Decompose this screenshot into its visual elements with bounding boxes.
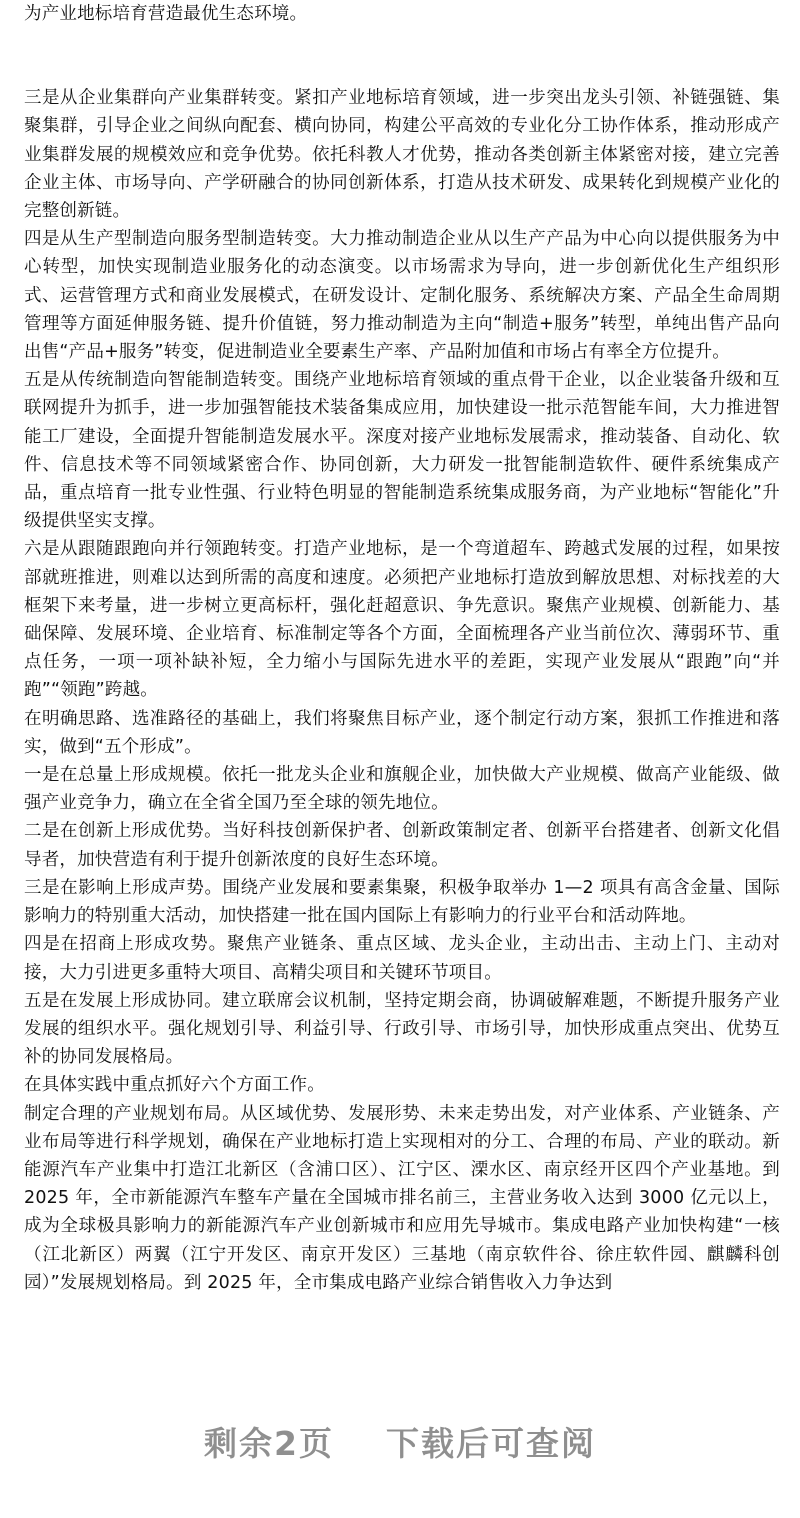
paragraph-scale: 一是在总量上形成规模。依托一批龙头企业和旗舰企业，加快做大产业规模、做高产业能级、做强产业竞争力，确立在全省全国乃至全球的领先地位。 [24,765,780,814]
download-hint-text: 下载后可查阅 [385,1424,596,1463]
paragraph-five-formations-intro: 在明确思路、选准路径的基础上，我们将聚焦目标产业，逐个制定行动方案，狠抓工作推进和落实，做到“五个形成”。 [24,708,780,757]
paragraph-intro-fragment: 为产业地标培育营造最优生态环境。 [24,4,308,24]
paragraph-influence: 三是在影响上形成声势。围绕产业发展和要素集聚，积极争取举办 1—2 项具有高含金量、国际影响力的特别重大活动，加快搭建一批在国内国际上有影响力的行业平台和活动阵地。 [24,877,780,927]
paragraph-coordination: 五是在发展上形成协同。建立联席会议机制，坚持定期会商，协调破解难题，不断提升服务产业发展的组织水平。强化规划引导、利益引导、行政引导、市场引导，加快形成重点突出、优势互补的协同发展格局。 [24,990,780,1068]
paragraph-smart-manufacturing: 五是从传统制造向智能制造转变。围绕产业地标培育领域的重点骨干企业，以企业装备升级和互联网提升为抓手，进一步加强智能技术装备集成应用，加快建设一批示范智能车间，大力推进智能工厂建设，全面提升智能制造发展水平。深度对接产业地标发展需求，推动装备、自动化、软件、信息技术等不同领域紧密合作、协同创新，大力研发一批智能制造软件、硬件系统集成产品，重点培育一批专业性强、行业特色明显的智能制造系统集成服务商，为产业地标“智能化”升级提供坚实支撑。 [24,370,780,532]
document-body [24,0,780,1297]
paragraph-six-tasks-intro: 在具体实践中重点抓好六个方面工作。 [24,1075,325,1096]
paragraph-industry-planning: 制定合理的产业规划布局。从区域优势、发展形势、未来走势出发，对产业体系、产业链条、产业布局等进行科学规划，确保在产业地标打造上实现相对的分工、合理的布局、产业的联动。新能源汽车产业集中打造江北新区（含浦口区）、江宁区、溧水区、南京经开区四个产业基地。到 2025 年，全市新能源汽车整车产量在全国城市排名前三，主营业务收入达到 3000 亿元以上，成为全球极具影响力的新能源汽车产业创新城市和应用先导城市。集成电路产业加快构建“一核（江北新区）两翼（江宁开发区、南京开发区）三基地（南京软件谷、徐庄软件园、麒麟科创园）”发展规划格局。到 2025 年，全市集成电路产业综合销售收入力争达到 [24,1103,780,1293]
paragraph-innovation: 二是在创新上形成优势。当好科技创新保护者、创新政策制定者、创新平台搭建者、创新文化倡导者，加快营造有利于提升创新浓度的良好生态环境。 [24,821,780,870]
paragraph-lead-running: 六是从跟随跟跑向并行领跑转变。打造产业地标，是一个弯道超车、跨越式发展的过程，如果按部就班推进，则难以达到所需的高度和速度。必须把产业地标打造放到解放思想、对标找差的大框架下来考量，进一步树立更高标杆，强化赶超意识、争先意识。聚焦产业规模、创新能力、基础保障、发展环境、企业培育、标准制定等各个方面，全面梳理各产业当前位次、薄弱环节、重点任务，一项一项补缺补短，全力缩小与国际先进水平的差距，实现产业发展从“跟跑”向“并跑”“领跑”跨越。 [24,539,780,701]
download-prompt[interactable] [0,1418,800,1465]
paragraph-service-manufacturing: 四是从生产型制造向服务型制造转变。大力推动制造企业从以生产产品为中心向以提供服务为中心转型，加快实现制造业服务化的动态演变。以市场需求为导向，进一步创新优化生产组织形式、运营管理方式和商业发展模式，在研发设计、定制化服务、系统解决方案、产品全生命周期管理等方面延伸服务链、提升价值链，努力推动制造为主向“制造+服务”转型，单纯出售产品向出售“产品+服务”转变，促进制造业全要素生产率、产品附加值和市场占有率全方位提升。 [24,229,780,363]
paragraph-gap [24,28,780,84]
paragraph-enterprise-cluster: 三是从企业集群向产业集群转变。紧扣产业地标培育领域，进一步突出龙头引领、补链强链、集聚集群，引导企业之间纵向配套、横向协同，构建公平高效的专业化分工协作体系，推动形成产业集群发展的规模效应和竞争优势。依托科教人才优势，推动各类创新主体紧密对接，建立完善企业主体、市场导向、产学研融合的协同创新体系，打造从技术研发、成果转化到规模产业化的完整创新链。 [24,88,780,222]
remaining-pages-text: 剩余2页 [204,1424,334,1463]
paragraph-investment: 四是在招商上形成攻势。聚焦产业链条、重点区域、龙头企业，主动出击、主动上门、主动对接，大力引进更多重特大项目、高精尖项目和关键环节项目。 [24,934,780,983]
